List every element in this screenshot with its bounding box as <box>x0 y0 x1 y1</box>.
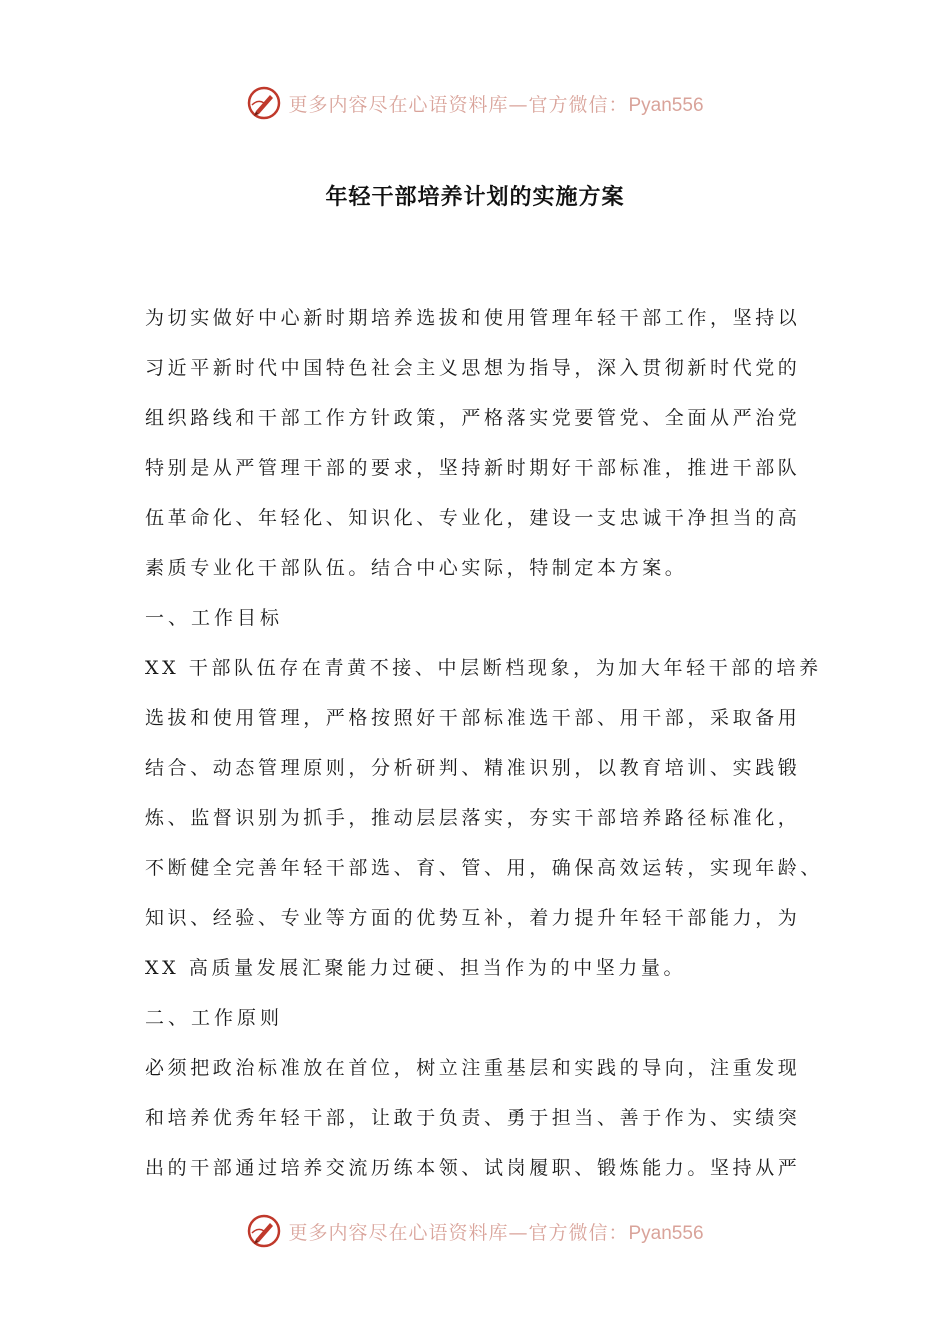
watermark-text: 更多内容尽在心语资料库—官方微信：Pyan556 <box>288 1221 704 1244</box>
paragraph-line: 为切实做好中心新时期培养选拔和使用管理年轻干部工作，坚持以 <box>145 307 801 329</box>
paragraph-line: 必须把政治标准放在首位，树立注重基层和实践的导向，注重发现 <box>145 1057 801 1079</box>
paragraph-line: 特别是从严管理干部的要求，坚持新时期好干部标准，推进干部队 <box>145 457 801 479</box>
paragraph-line: 选拔和使用管理，严格按照好干部标准选干部、用干部，采取备用 <box>145 707 801 729</box>
paragraph-line: 素质专业化干部队伍。结合中心实际，特制定本方案。 <box>145 557 688 579</box>
paragraph-line: XX 高质量发展汇聚能力过硬、担当作为的中坚力量。 <box>145 957 687 979</box>
paragraph-line: 和培养优秀年轻干部，让敢于负责、勇于担当、善于作为、实绩突 <box>145 1107 801 1129</box>
paragraph-line: 习近平新时代中国特色社会主义思想为指导，深入贯彻新时代党的 <box>145 357 801 379</box>
watermark-banner-top <box>0 83 950 123</box>
document-title: 年轻干部培养计划的实施方案 <box>325 185 625 210</box>
section-heading: 二、工作原则 <box>145 1007 284 1029</box>
pen-logo-icon <box>246 85 282 121</box>
paragraph-line: 不断健全完善年轻干部选、育、管、用，确保高效运转，实现年龄、 <box>145 857 824 879</box>
document-body <box>145 293 825 1193</box>
watermark-text: 更多内容尽在心语资料库—官方微信：Pyan556 <box>288 93 704 116</box>
paragraph-line: 出的干部通过培养交流历练本领、试岗履职、锻炼能力。坚持从严 <box>145 1157 801 1179</box>
section-heading: 一、工作目标 <box>145 607 284 629</box>
pen-logo-icon <box>246 1213 282 1249</box>
paragraph-line: 知识、经验、专业等方面的优势互补，着力提升年轻干部能力，为 <box>145 907 801 929</box>
paragraph-line: 组织路线和干部工作方针政策，严格落实党要管党、全面从严治党 <box>145 407 801 429</box>
paragraph-line: XX 干部队伍存在青黄不接、中层断档现象，为加大年轻干部的培养 <box>145 657 822 679</box>
watermark-banner-bottom <box>0 1211 950 1251</box>
paragraph-line: 结合、动态管理原则，分析研判、精准识别，以教育培训、实践锻 <box>145 757 801 779</box>
paragraph-line: 伍革命化、年轻化、知识化、专业化，建设一支忠诚干净担当的高 <box>145 507 801 529</box>
paragraph-line: 炼、监督识别为抓手，推动层层落实，夯实干部培养路径标准化， <box>145 807 801 829</box>
